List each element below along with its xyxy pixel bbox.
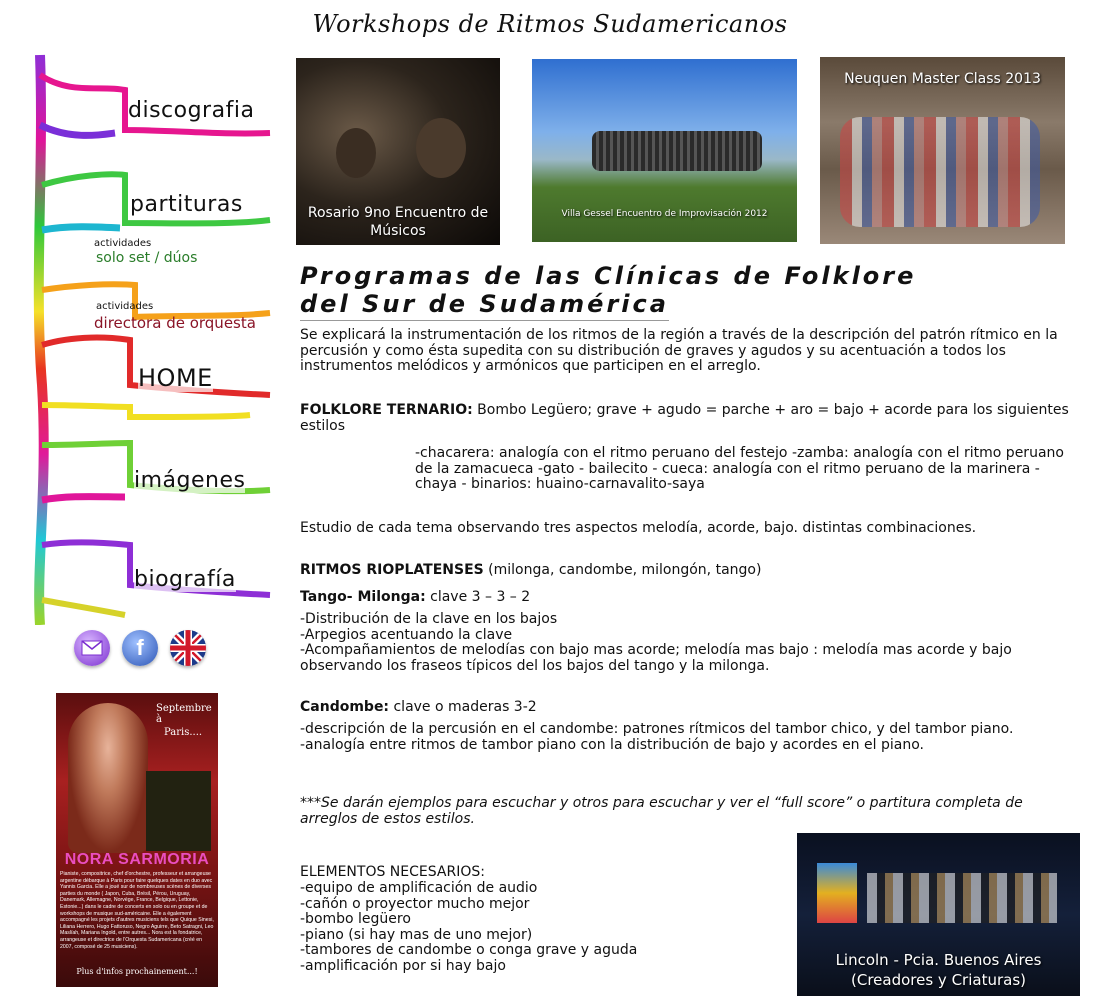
tango-lines: -Distribución de la clave en los bajos -Arpegios acentuando la clave -Acompañamientos de melodías con bajo mas acorde; melodía mas bajo : melodía mas acorde y bajo observando los fraseos típicos del los bajos del tango y la milonga. bbox=[300, 611, 1012, 674]
tango-label: Tango- Milonga: bbox=[300, 589, 426, 605]
heading-line-1: Programas de las Clínicas de Folklore bbox=[300, 262, 917, 290]
nav-directora-orquesta[interactable]: directora de orquesta bbox=[94, 314, 256, 332]
candombe-label: Candombe: bbox=[300, 699, 390, 715]
elementos-list: -equipo de amplificación de audio -cañón o proyector mucho mejor -bombo legüero -piano (si hay mas de uno mejor) -tambores de candombe o conga grave y aguda -amplificación por si hay bajo bbox=[300, 880, 638, 974]
photo-neuquen-caption: Neuquen Master Class 2013 bbox=[844, 71, 1041, 87]
poster-top-text-1: Septembre à bbox=[156, 703, 212, 725]
actividades-label-1: actividades bbox=[94, 238, 152, 249]
photo-villa-gessel-caption: Villa Gessel Encuentro de Improvisación 2012 bbox=[561, 209, 768, 219]
photo-villa-gessel[interactable] bbox=[532, 59, 797, 242]
folklore-ternario-paragraph bbox=[300, 403, 1070, 434]
estudio-paragraph: Estudio de cada tema observando tres aspectos melodía, acorde, bajo. distintas combinaciones. bbox=[300, 520, 977, 536]
poster-footer: Plus d'infos prochainement...! bbox=[76, 967, 198, 976]
folklore-ternario-text: Bombo Legüero; grave + agudo = parche + aro = bajo + acorde para los siguientes estilos bbox=[300, 402, 1069, 434]
intro-paragraph: Se explicará la instrumentación de los ritmos de la región a través de la descripción del patrón rítmico en la percusión y como ésta supedita con su distribución de graves y agudos y su acentuación a todos los instrumentos melódicos y armónicos que participen en el arreglo. bbox=[300, 327, 1058, 374]
tango-milonga-heading bbox=[300, 590, 1070, 606]
poster-top-text-2: Paris.... bbox=[164, 727, 203, 738]
folklore-ternario-label: FOLKLORE TERNARIO: bbox=[300, 402, 473, 418]
poster-body: Pianiste, compositrice, chef d'orchestre, professeur et arrangeuse argentine débarque à Paris pour faire quelques dates en duo avec Yannis Garcia. Elle a joué sur de nombreuses scènes de diverses parties du monde ( Japon, Cuba, Brésil, Pérou, Uruguay, Danemark, Allemagne, Norvège, France, Belgique, Lettonie, Estonie...) dans le cadre de concerts en solo ou en groupe et de workshops de musique sud-américaine. Elle a également accompagné les projets d'autres musiciens tels que Quique Sinesi, Liliana Herrero, Hugo Fattoruso, Negro Aguirre, Beto Satragni, Leo Maslïah, Mariana Ingold, entre autres... Nora est la fondatrice, arrangeuse et directrice de l'Orquesta Sudamericana (créé en 2007, composé de 25 musiciens). bbox=[60, 871, 214, 950]
photo-rosario[interactable] bbox=[296, 58, 500, 245]
rioplatenses-text: (milonga, candombe, milongón, tango) bbox=[483, 562, 762, 578]
facebook-icon[interactable]: f bbox=[122, 630, 158, 666]
uk-flag-icon[interactable] bbox=[170, 630, 206, 666]
photo-lincoln-caption-1: Lincoln - Pcia. Buenos Aires bbox=[835, 951, 1042, 969]
photo-neuquen[interactable] bbox=[820, 57, 1065, 244]
sidebar-nav bbox=[30, 45, 280, 670]
actividades-label-2: actividades bbox=[96, 301, 154, 312]
nav-partituras[interactable]: partituras bbox=[130, 192, 243, 217]
candombe-lines: -descripción de la percusión en el candombe: patrones rítmicos del tambor chico, y del tambor piano. -analogía entre ritmos de tambor piano con la distribución de bajo y acordes en el piano. bbox=[300, 721, 1014, 753]
tango-text: clave 3 – 3 – 2 bbox=[425, 589, 531, 605]
nav-imagenes[interactable]: imágenes bbox=[134, 468, 246, 493]
nav-discografia[interactable]: discografia bbox=[128, 98, 255, 123]
mail-icon[interactable] bbox=[74, 630, 110, 666]
ternario-styles-list: -chacarera: analogía con el ritmo peruano del festejo -zamba: analogía con el ritmo peruano de la zamacueca -gato - bailecito - cueca: analogía con el ritmo peruano de la marinera - chaya - binarios: huaino-carnavalito-saya bbox=[415, 445, 1064, 492]
nav-biografia[interactable]: biografía bbox=[134, 567, 236, 592]
ejemplos-paragraph: ***Se darán ejemplos para escuchar y otros para escuchar y ver el “full score” o partitura completa de arreglos de estos estilos. bbox=[300, 795, 1023, 827]
rainbow-branch-graphic bbox=[30, 45, 280, 625]
clinicas-heading bbox=[300, 262, 1060, 318]
photo-lincoln[interactable] bbox=[797, 833, 1080, 996]
photo-rosario-caption: Rosario 9no Encuentro de Músicos bbox=[307, 205, 489, 239]
candombe-heading bbox=[300, 700, 1070, 716]
rioplatenses-label: RITMOS RIOPLATENSES bbox=[300, 562, 484, 578]
nora-sarmoria-poster[interactable] bbox=[56, 693, 218, 987]
poster-name: NORA SARMORIA bbox=[64, 851, 210, 868]
nav-home[interactable]: HOME bbox=[138, 364, 213, 392]
candombe-text: clave o maderas 3-2 bbox=[389, 699, 537, 715]
rioplatenses-paragraph bbox=[300, 563, 1070, 579]
elementos-title: ELEMENTOS NECESARIOS: bbox=[300, 864, 485, 880]
nav-solo-set[interactable]: solo set / dúos bbox=[96, 250, 198, 266]
photo-lincoln-caption-2: (Creadores y Criaturas) bbox=[851, 971, 1026, 989]
heading-line-2: del Sur de Sudamérica bbox=[300, 290, 669, 321]
page-title: Workshops de Ritmos Sudamericanos bbox=[312, 10, 788, 38]
